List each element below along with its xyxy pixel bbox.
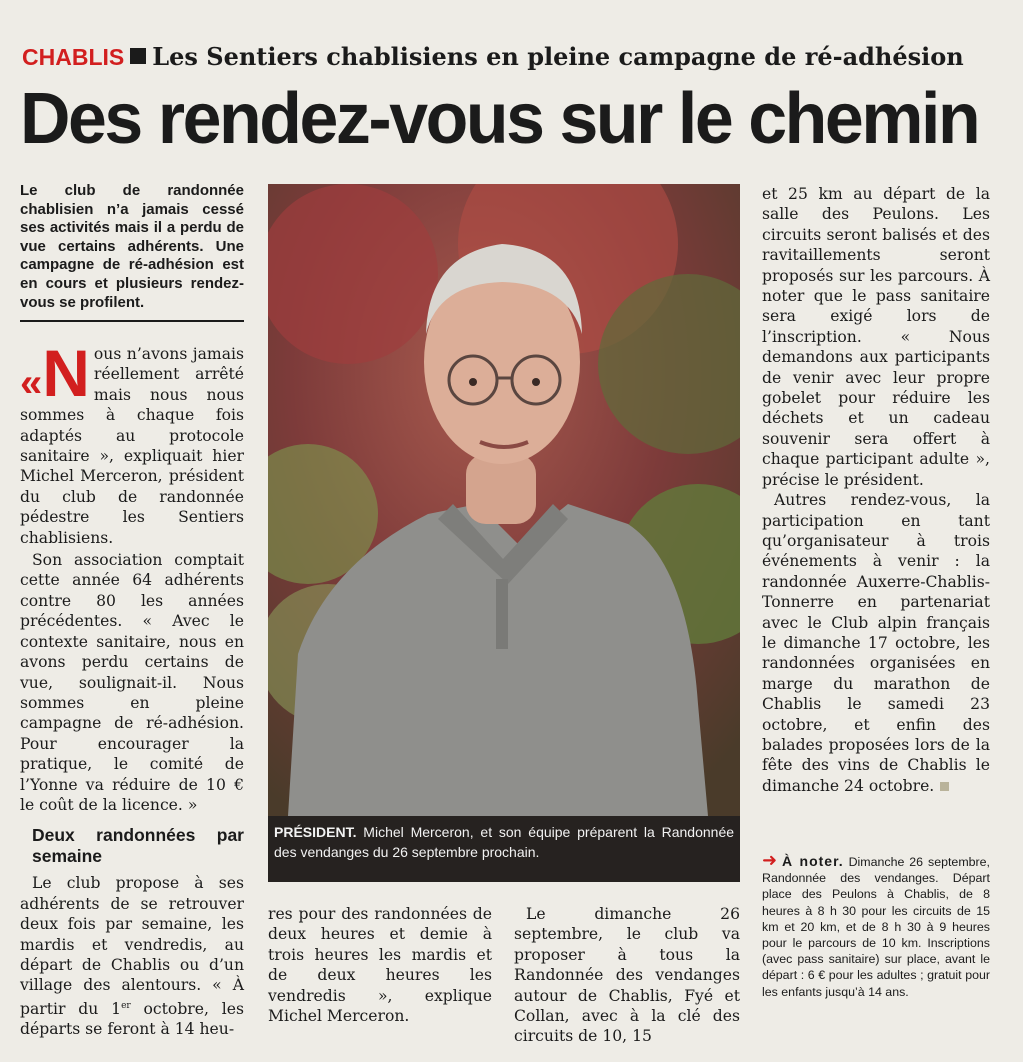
caption-label: PRÉSIDENT. [274, 824, 357, 840]
paragraph-2: Son association comptait cette année 64 adhérents contre 80 les années précédentes. « Avec le contexte sanitaire, nous en avons perdu certains de vue, soulignait-il. Nous sommes en pleine campagne de ré-adhésion. Pour encourager la pratique, le comité de l’Yonne va réduire de 10 € le coût de la licence. » [20, 551, 244, 814]
note-text: Dimanche 26 septembre, Randonnée des vendanges. Départ place des Peulons à Chablis, de 8 heures à 8 h 30 pour les circuits de 15 km et 20 km, et de 8 h 30 à 9 heures pour le parcours de 10 km. Inscriptions (avec pass sanitaire) sur place, avant le départ : 6 € pour les adultes ; gratuit pour les enfants jusqu’à 14 ans. [762, 855, 990, 999]
photo-caption [268, 816, 740, 882]
kicker-subtitle: Les Sentiers chablisiens en pleine campagne de ré-adhésion [152, 42, 964, 71]
article-column-4 [762, 184, 990, 796]
paragraph-1 [20, 336, 244, 548]
headline: Des rendez-vous sur le chemin [20, 79, 979, 159]
end-mark-icon [940, 782, 949, 791]
caption-text: Michel Merceron, et son équipe préparent la Randonnée des vendanges du 26 septembre prochain. [274, 824, 735, 860]
arrow-right-icon: ➜ [762, 850, 778, 870]
lead-paragraph [20, 182, 244, 322]
info-box [762, 852, 990, 1000]
superscript-er: er [121, 1000, 131, 1011]
column-3-text: Le dimanche 26 septembre, le club va proposer à tous la Randonnée des vendanges autour de Chablis, Fyé et Collan, avec à la clé des circuits de 10, 15 [514, 905, 740, 1046]
subhead: Deux randonnées par semaine [32, 825, 244, 867]
column-4-paragraph-2: Autres rendez-vous, la participation en tant qu’organisateur à trois événements à venir : la randonnée Auxerre-Chablis-Tonnerre en partenariat avec le Club alpin français le dimanche 17 octobre, les randonnées organisées en marge du marathon de Chablis le samedi 23 octobre, et enfin des balades proposées lors de la fête des vins de Chablis le dimanche 24 octobre. [762, 491, 990, 795]
lead-divider [20, 320, 244, 322]
kicker-square-icon [130, 48, 146, 64]
paragraph-3: Le club propose à ses adhérents de se retrouver deux fois par semaine, les mardis et vendredis, au départ de Chablis ou d’un village des alentours. « À partir du 1er octobre, les départs se feront à 14 heu- [20, 874, 244, 1039]
article-column-3 [514, 904, 740, 1047]
dropcap: «N [20, 336, 90, 410]
paragraph-1-text: ous n’avons jamais réellement arrêté mais nous nous sommes à chaque fois adaptés au protocole sanitaire », expliquait hier Michel Merceron, président du club de randonnée pédestre les Sentiers chablisiens. [20, 345, 244, 547]
kicker-place: CHABLIS [22, 44, 125, 70]
portrait-illustration [268, 184, 740, 816]
note-title: À noter. [782, 853, 844, 869]
column-4-paragraph-1: et 25 km au départ de la salle des Peulons. Les circuits seront balisés et des ravitaillements seront proposés sur les parcours. À noter que le pass sanitaire sera exigé lors de l’inscription. « Nous demandons aux participants de venir avec leur propre gobelet pour réduire les déchets et un cadeau souvenir sera offert à chaque participant adulte », précise le président. [762, 185, 990, 489]
portrait-photo [268, 184, 740, 816]
article-column-1 [20, 336, 244, 1040]
article-column-2 [268, 904, 492, 1026]
column-2-text: res pour des randonnées de deux heures et demie à trois heures les mardis et de deux heures les vendredis », explique Michel Merceron. [268, 905, 492, 1026]
lead-text: Le club de randonnée chablisien n’a jamais cessé ses activités mais il a perdu de vue certains adhérents. Une campagne de ré-adhésion est en cours et plusieurs rendez-vous se profilent. [20, 182, 244, 311]
kicker [22, 42, 964, 71]
quote-mark: « [20, 361, 43, 405]
